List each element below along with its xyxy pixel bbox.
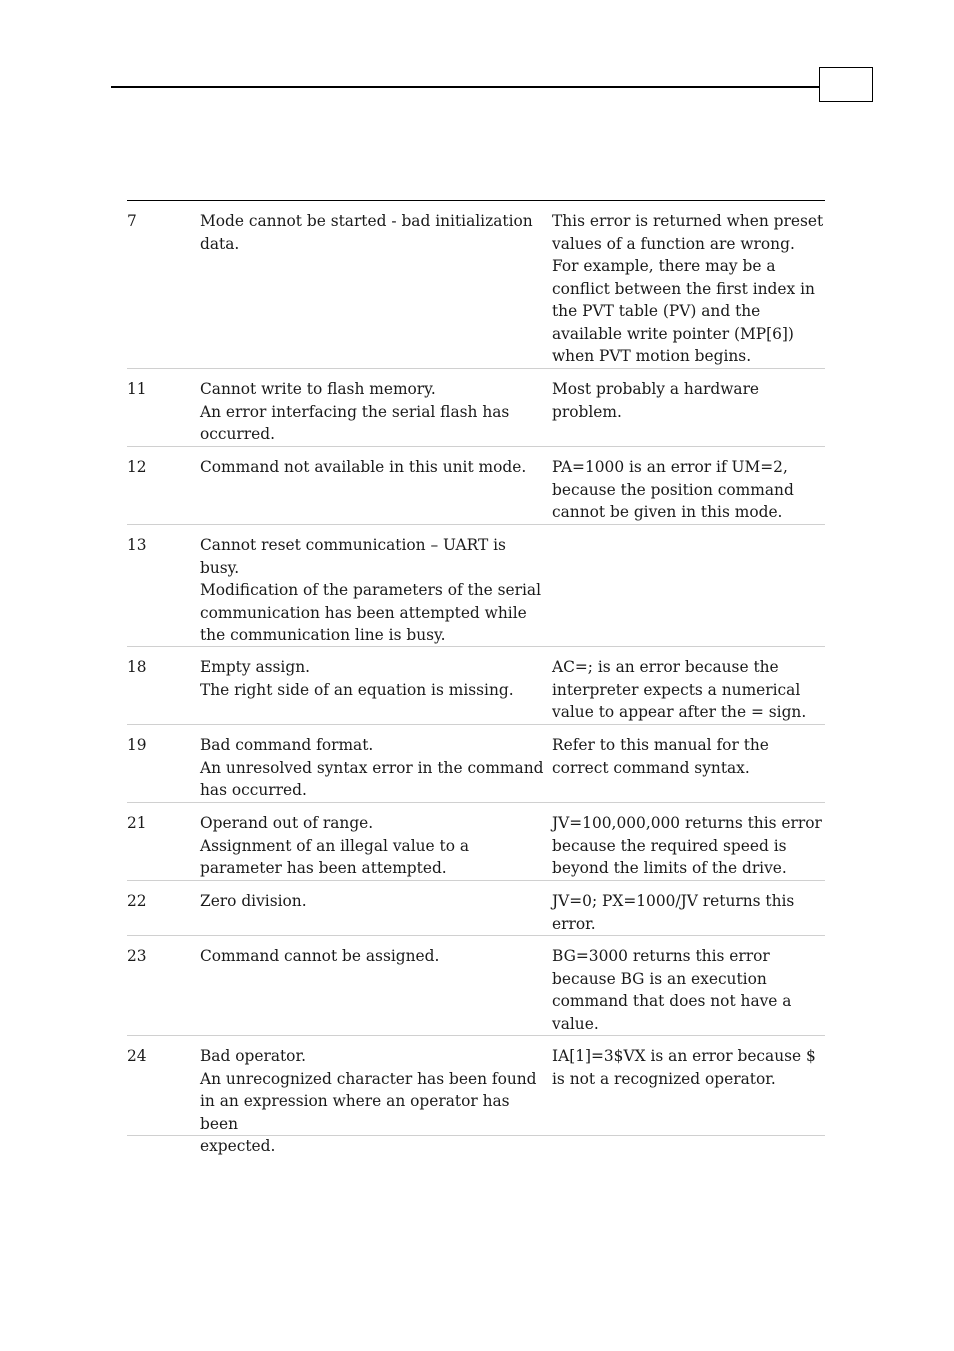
table-row: [127, 881, 825, 936]
error-description: Command cannot be assigned.: [200, 947, 440, 965]
error-notes: Refer to this manual for the correct command syntax.: [552, 736, 769, 777]
error-code: 24: [127, 1047, 147, 1065]
error-notes: JV=0; PX=1000/JV returns this error.: [552, 892, 795, 933]
table-row: [127, 936, 825, 1036]
error-notes: JV=100,000,000 returns this error because the required speed is beyond the limits of the drive.: [552, 814, 822, 877]
table-row: [127, 803, 825, 881]
page-number-box: [819, 67, 873, 102]
table-row: [127, 725, 825, 803]
error-description: Zero division.: [200, 892, 307, 910]
table-row: [127, 525, 825, 647]
error-code: 23: [127, 947, 147, 965]
table-row: [127, 647, 825, 725]
error-code: 7: [127, 212, 137, 230]
header-rule: [111, 86, 819, 88]
error-code: 21: [127, 814, 147, 832]
error-notes: IA[1]=3$VX is an error because $ is not a recognized operator.: [552, 1047, 816, 1088]
table-row: [127, 369, 825, 447]
error-description: Mode cannot be started - bad initialization data.: [200, 212, 533, 253]
error-description: Empty assign. The right side of an equation is missing.: [200, 658, 514, 699]
error-code-table: [127, 200, 825, 1155]
error-notes: [552, 525, 825, 646]
error-code: 13: [127, 536, 147, 554]
error-notes: BG=3000 returns this error because BG is an execution command that does not have a value.: [552, 947, 792, 1033]
error-code: 22: [127, 892, 147, 910]
error-description: Command not available in this unit mode.: [200, 458, 527, 476]
error-code: 12: [127, 458, 147, 476]
table-row: [127, 447, 825, 525]
error-notes: This error is returned when preset values of a function are wrong. For example, there may be a conflict between the first index in the PVT table (PV) and the available write pointer (MP[6]) when PVT motion begins.: [552, 212, 824, 365]
table-row: [127, 1036, 825, 1155]
error-description: Bad command format. An unresolved syntax error in the command has occurred.: [200, 736, 544, 799]
error-code: 19: [127, 736, 147, 754]
error-description: Cannot write to flash memory. An error interfacing the serial flash has occurred.: [200, 380, 510, 443]
error-notes: Most probably a hardware problem.: [552, 380, 760, 421]
error-code: 11: [127, 380, 147, 398]
table-row: [127, 201, 825, 369]
error-description: Cannot reset communication – UART is busy. Modification of the parameters of the serial communication has been attempted while the communication line is busy.: [200, 536, 542, 644]
error-code: 18: [127, 658, 147, 676]
error-description: Bad operator. An unrecognized character has been found in an expression where an operator has been expected.: [200, 1047, 537, 1155]
error-description: Operand out of range. Assignment of an illegal value to a parameter has been attempted.: [200, 814, 470, 877]
error-notes: AC=; is an error because the interpreter expects a numerical value to appear after the = sign.: [552, 658, 807, 721]
error-notes: PA=1000 is an error if UM=2, because the position command cannot be given in this mode.: [552, 458, 794, 521]
